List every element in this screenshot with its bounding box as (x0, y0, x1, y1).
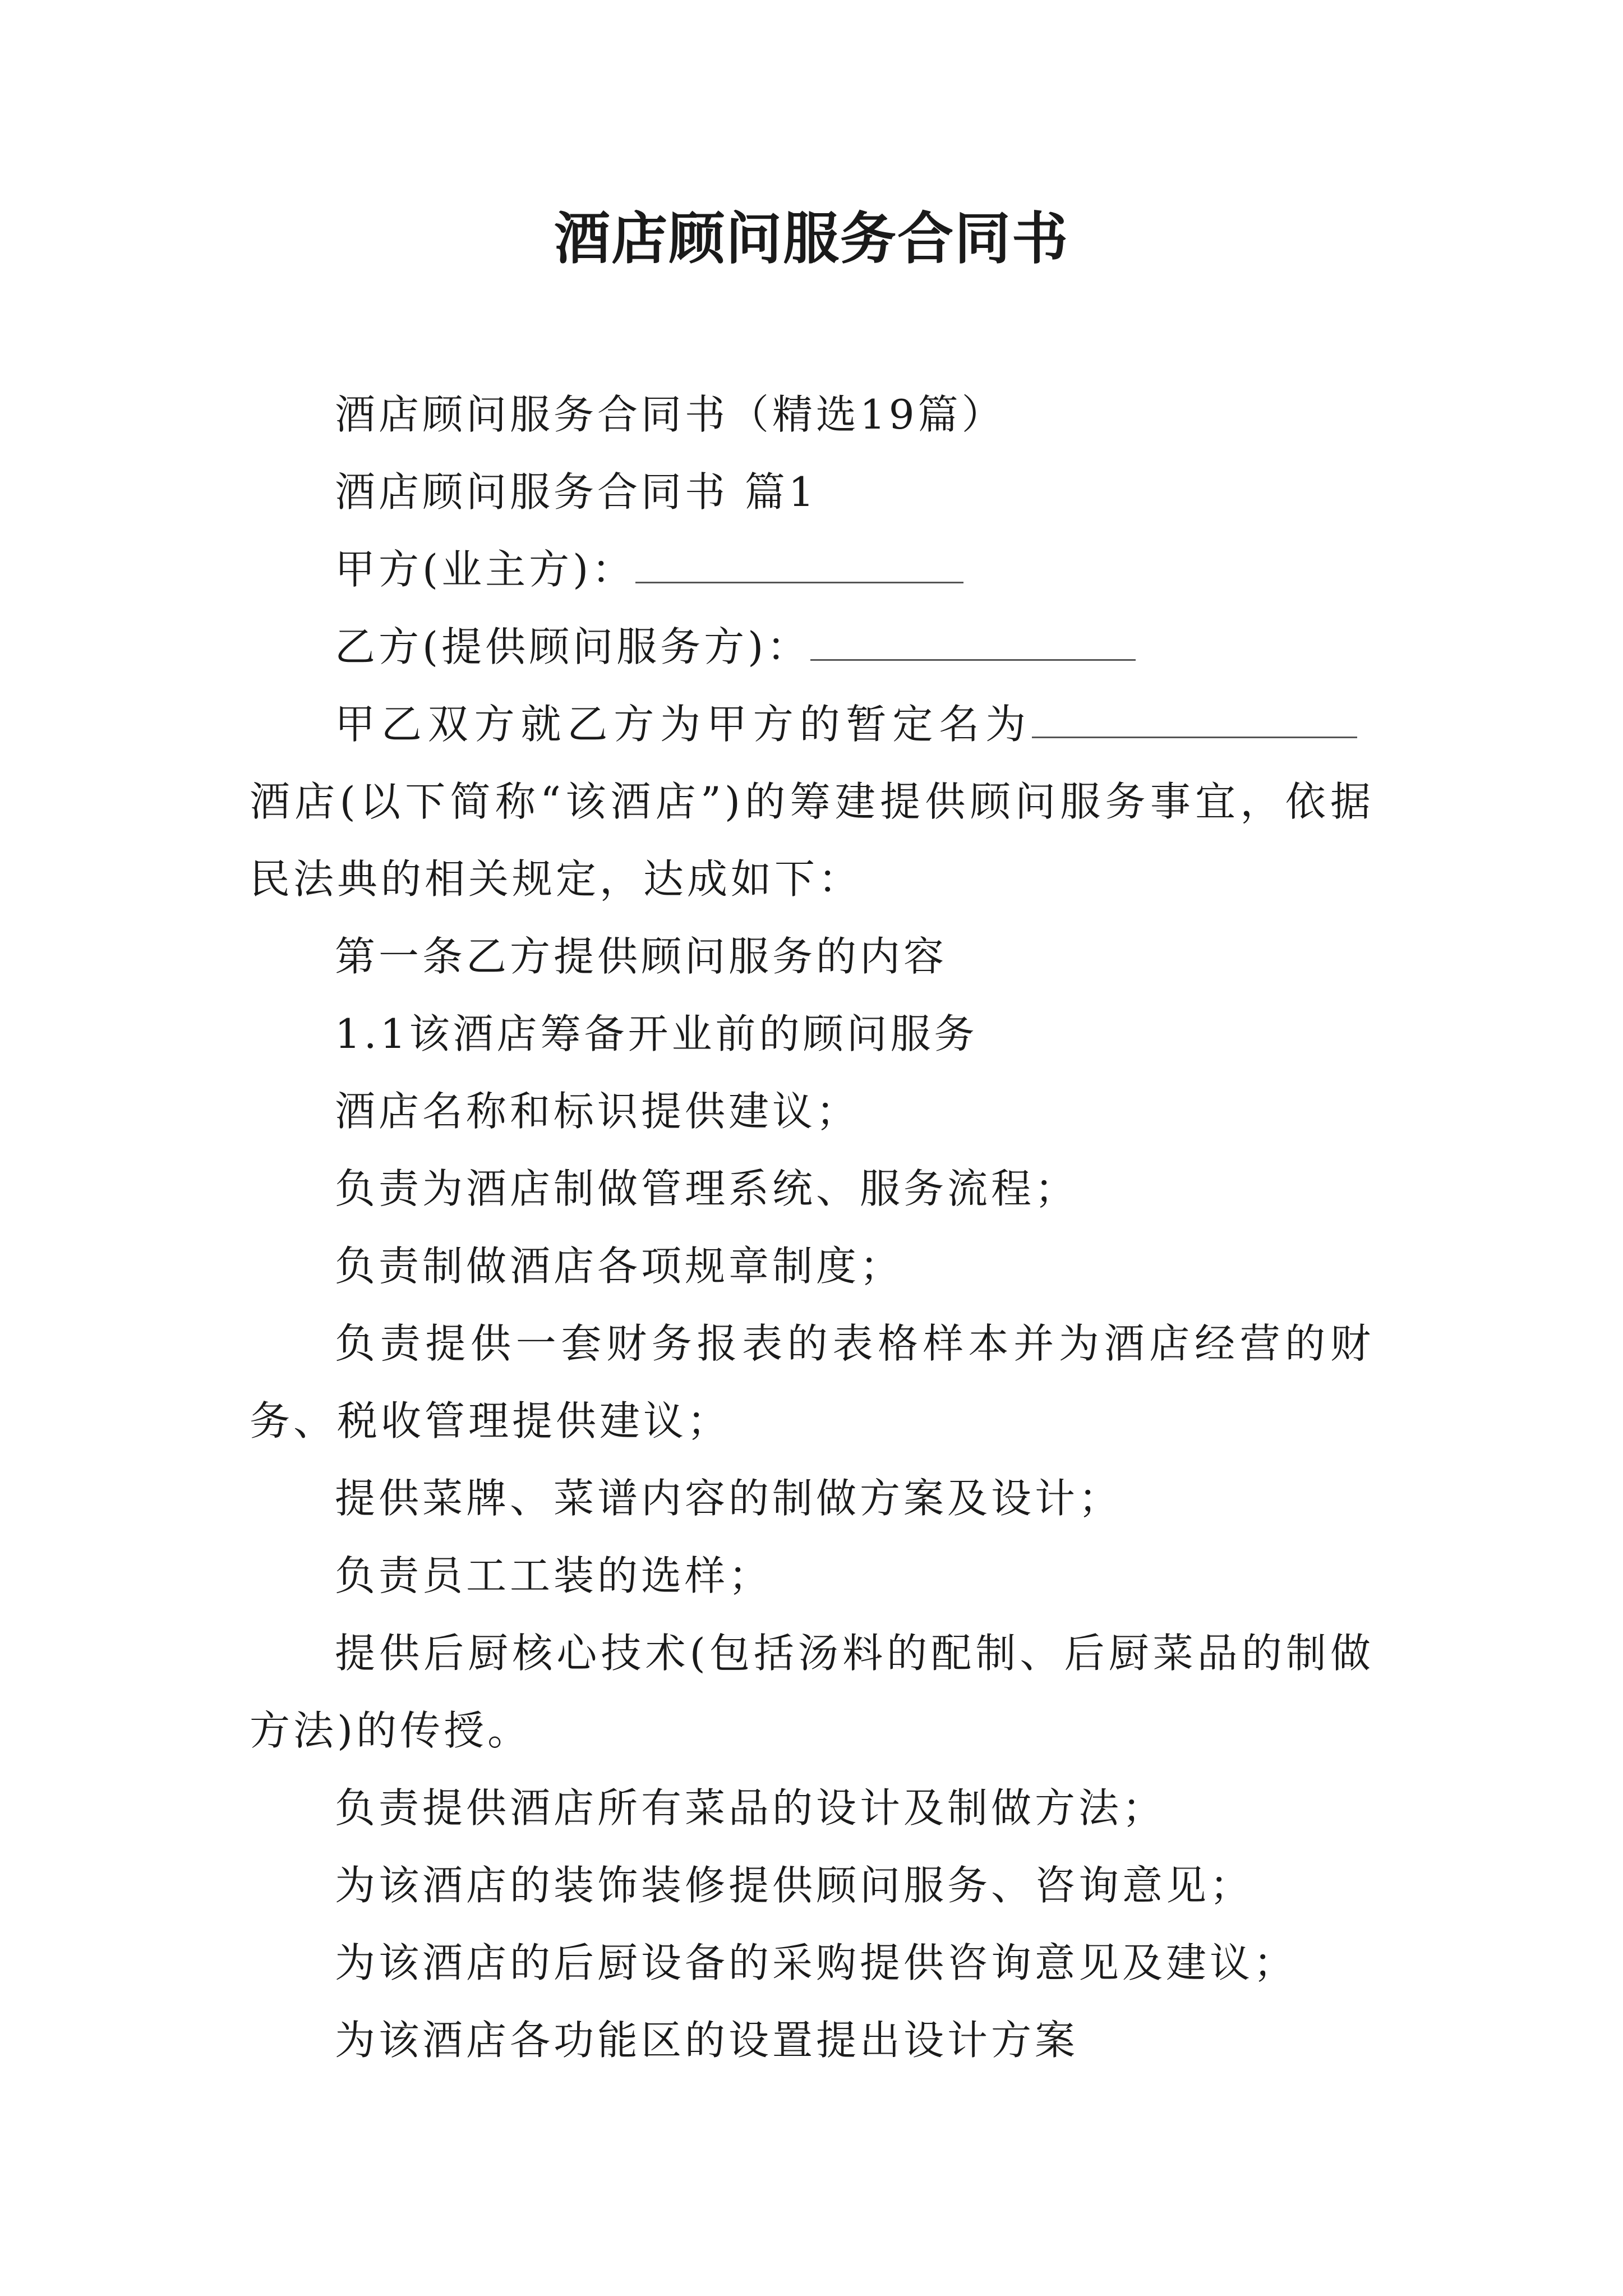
paragraph-item: 负责提供一套财务报表的表格样本并为酒店经营的财务、税收管理提供建议； (250, 1320, 1374, 1444)
document-title: 酒店顾问服务合同书 (554, 205, 1069, 272)
hotel-name-blank-line (1032, 697, 1357, 738)
paragraph-item: 为该酒店的后厨设备的采购提供咨询意见及建议； (335, 1939, 1298, 1986)
paragraph-item: 提供菜牌、菜谱内容的制做方案及设计； (335, 1475, 1123, 1522)
paragraph-item: 负责员工工装的选样； (335, 1552, 773, 1599)
document-body (250, 376, 1374, 2079)
agreement-intro-prefix: 甲乙双方就乙方为甲方的暂定名为 (335, 701, 1032, 748)
paragraph-party-b (250, 608, 1374, 685)
paragraph-item: 酒店名称和标识提供建议； (335, 1088, 860, 1135)
paragraph-item: 提供后厨核心技术(包括汤料的配制、后厨菜品的制做方法)的传授。 (250, 1630, 1374, 1754)
paragraph-item: 负责为酒店制做管理系统、服务流程； (335, 1165, 1079, 1212)
paragraph-subtitle: 酒店顾问服务合同书（精选19篇） (335, 391, 1006, 438)
party-b-label: 乙方(提供顾问服务方)： (335, 623, 811, 670)
party-a-label: 甲方(业主方)： (335, 546, 636, 593)
paragraph-section-heading: 酒店顾问服务合同书 篇1 (335, 468, 818, 516)
paragraph-agreement-intro (250, 685, 1374, 918)
paragraph-item: 负责提供酒店所有菜品的设计及制做方法； (335, 1784, 1166, 1832)
paragraph-item: 负责制做酒店各项规章制度； (335, 1243, 904, 1290)
agreement-intro-suffix: 酒店(以下简称“该酒店”)的筹建提供顾问服务事宜，依据民法典的相关规定，达成如下： (250, 778, 1374, 903)
paragraph-article-1: 第一条乙方提供顾问服务的内容 (335, 933, 948, 980)
paragraph-item: 为该酒店各功能区的设置提出设计方案 (335, 2017, 1079, 2064)
paragraph-clause-1-1: 1.1该酒店筹备开业前的顾问服务 (335, 1010, 978, 1057)
paragraph-item: 为该酒店的装饰装修提供顾问服务、咨询意见； (335, 1862, 1254, 1909)
party-b-blank-line (810, 620, 1136, 661)
paragraph-party-a (250, 531, 1374, 608)
party-a-blank-line (635, 542, 963, 583)
